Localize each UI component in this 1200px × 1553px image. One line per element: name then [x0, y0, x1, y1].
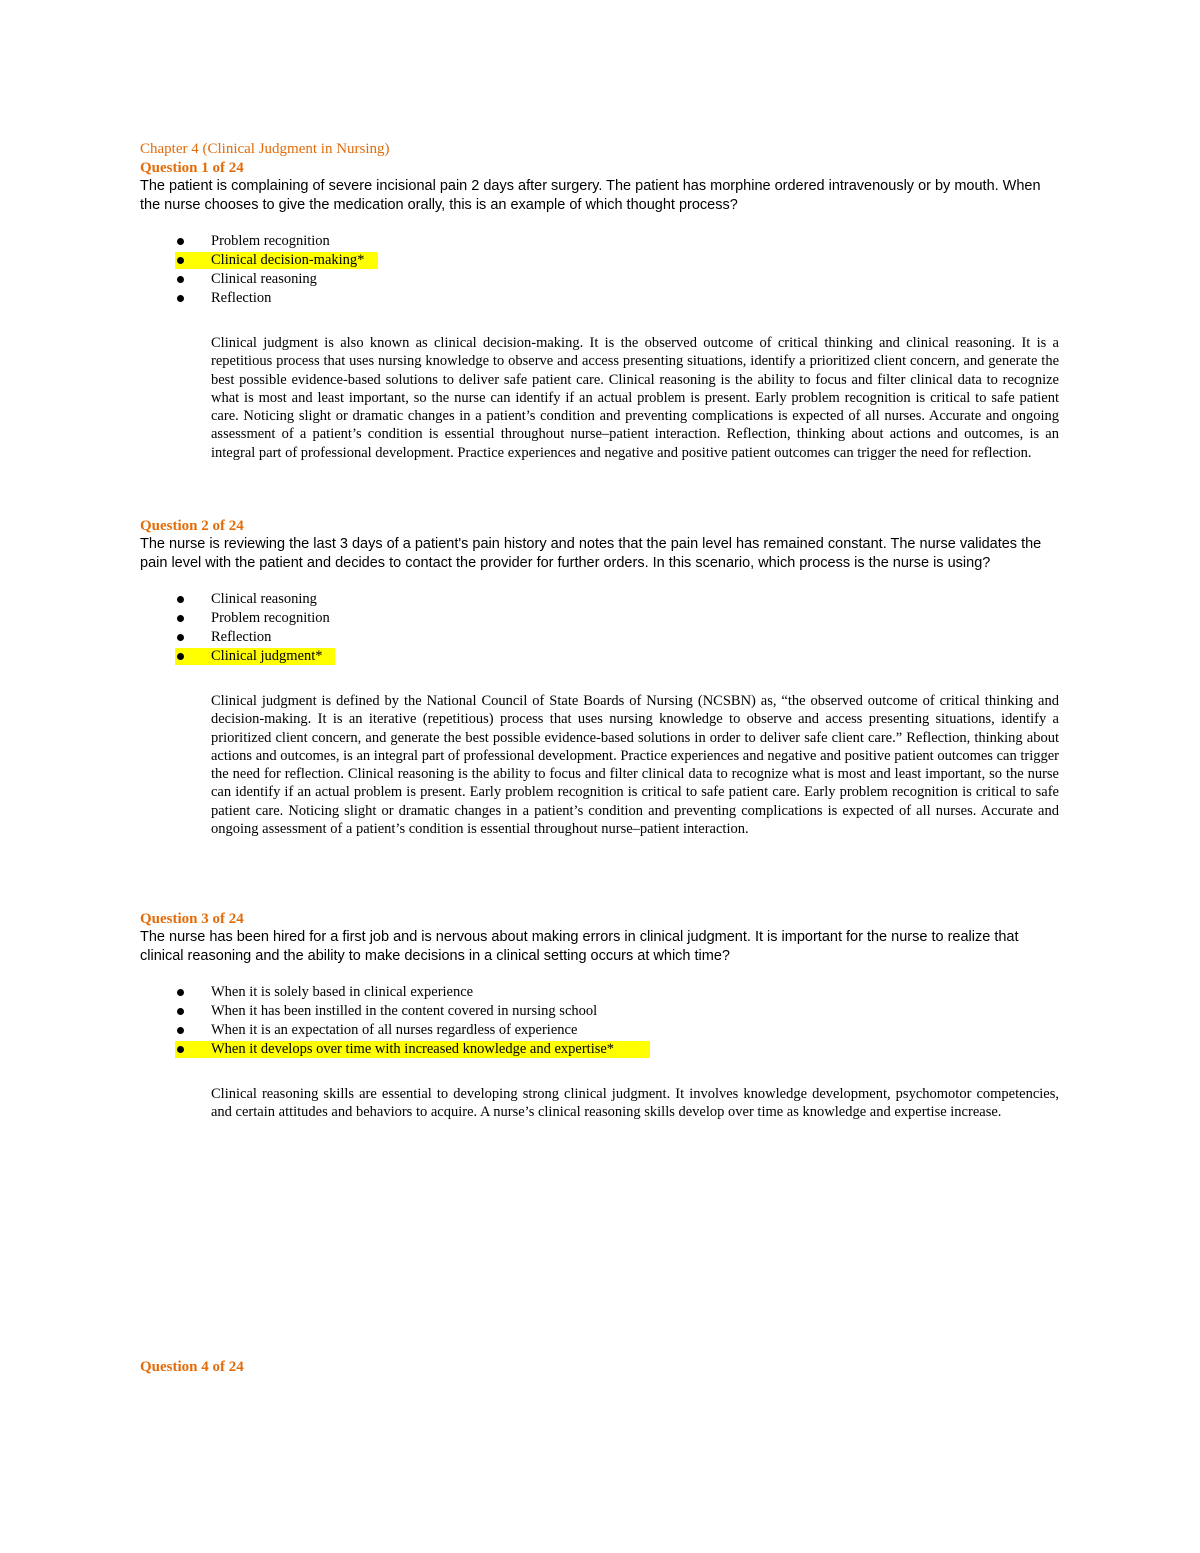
answer-rationale: Clinical judgment is defined by the National Council of State Boards of Nursing (NCSBN) as, “the observed outcome of critical thinking and decision-making. It is an iterative (repetitious) process that uses nursing knowledge to observe and access presenting situations, identify a prioritized client concern, and generate the best possible evidence-based solutions in order to deliver safe client care.” Reflection, thinking about actions and outcomes, is an integral part of professional development. Practice experiences and negative and positive patient outcomes can trigger the need for reflection. Clinical reasoning is the ability to focus and filter clinical data to recognize what is most and least important, so the nurse can identify if an actual problem is present. Early problem recognition is critical to safe patient care. Early problem recognition is critical to safe patient care. Noticing slight or dramatic changes in a patient’s condition and preventing complications is expected of all nurses. Accurate and ongoing assessment of a patient’s condition is essential throughout nurse–patient interaction.	[211, 693, 1059, 838]
answer-option: Clinical reasoning	[140, 590, 620, 609]
answer-rationale: Clinical reasoning skills are essential to developing strong clinical judgment. It involves knowledge development, psychomotor competencies, and certain attitudes and behaviors to acquire. A nurse’s clinical reasoning skills develop over time as knowledge and expertise increase.	[211, 1086, 1059, 1121]
answer-option: Reflection	[140, 628, 620, 647]
answer-option: Problem recognition	[140, 232, 620, 251]
bullet-icon	[177, 653, 184, 660]
bullet-icon	[177, 634, 184, 641]
question-number: Question 2 of 24	[140, 518, 244, 534]
answer-options	[140, 232, 620, 308]
bullet-icon	[177, 989, 184, 996]
question-stem: The nurse has been hired for a first job and is nervous about making errors in clinical judgment. It is important for the nurse to realize that clinical reasoning and the ability to make decisions in a clinical setting occurs at which time?	[140, 929, 1019, 964]
bullet-icon	[177, 596, 184, 603]
answer-option-correct: Clinical decision-making*	[140, 251, 620, 270]
answer-options	[140, 983, 620, 1059]
question-stem: The patient is complaining of severe incisional pain 2 days after surgery. The patient has morphine ordered intravenously or by mouth. When the nurse chooses to give the medication orally, this is an example of which thought process?	[140, 178, 1041, 213]
answer-option: Clinical reasoning	[140, 270, 620, 289]
question-number: Question 1 of 24	[140, 160, 244, 176]
question-number: Question 4 of 24	[140, 1359, 244, 1375]
question-1-block	[140, 140, 1065, 462]
answer-option: When it has been instilled in the content covered in nursing school	[140, 1002, 620, 1021]
bullet-icon	[177, 295, 184, 302]
question-number: Question 3 of 24	[140, 911, 244, 927]
question-stem: The nurse is reviewing the last 3 days of a patient's pain history and notes that the pain level has remained constant. The nurse validates the pain level with the patient and decides to contact the provider for further orders. In this scenario, which process is the nurse is using?	[140, 536, 1042, 571]
bullet-icon	[177, 1008, 184, 1015]
answer-options	[140, 590, 620, 666]
bullet-icon	[177, 257, 184, 264]
bullet-icon	[177, 1027, 184, 1034]
bullet-icon	[177, 1046, 184, 1053]
answer-option: When it is solely based in clinical experience	[140, 983, 620, 1002]
answer-rationale: Clinical judgment is also known as clinical decision-making. It is the observed outcome of critical thinking and clinical reasoning. It is a repetitious process that uses nursing knowledge to observe and access presenting situations, identify a prioritized client concern, and generate the best possible evidence-based solutions to deliver safe patient care. Clinical reasoning is the ability to focus and filter clinical data to recognize what is most and least important, so the nurse can identify if an actual problem is present. Early problem recognition is critical to safe patient care. Noticing slight or dramatic changes in a patient’s condition and preventing complications is expected of all nurses. Accurate and ongoing assessment of a patient’s condition is essential throughout nurse–patient interaction. Reflection, thinking about actions and outcomes, is an integral part of professional development. Practice experiences and negative and positive patient outcomes can trigger the need for reflection.	[211, 335, 1059, 461]
question-2-block	[140, 517, 1065, 838]
answer-option: When it is an expectation of all nurses regardless of experience	[140, 1021, 620, 1040]
chapter-title: Chapter 4 (Clinical Judgment in Nursing)	[140, 141, 390, 157]
bullet-icon	[177, 276, 184, 283]
bullet-icon	[177, 238, 184, 245]
bullet-icon	[177, 615, 184, 622]
question-4-block	[140, 1358, 1065, 1376]
answer-option-correct: When it develops over time with increased knowledge and expertise*	[140, 1040, 620, 1059]
answer-option: Reflection	[140, 289, 620, 308]
answer-option-correct: Clinical judgment*	[140, 647, 620, 666]
question-3-block	[140, 910, 1065, 1122]
answer-option: Problem recognition	[140, 609, 620, 628]
